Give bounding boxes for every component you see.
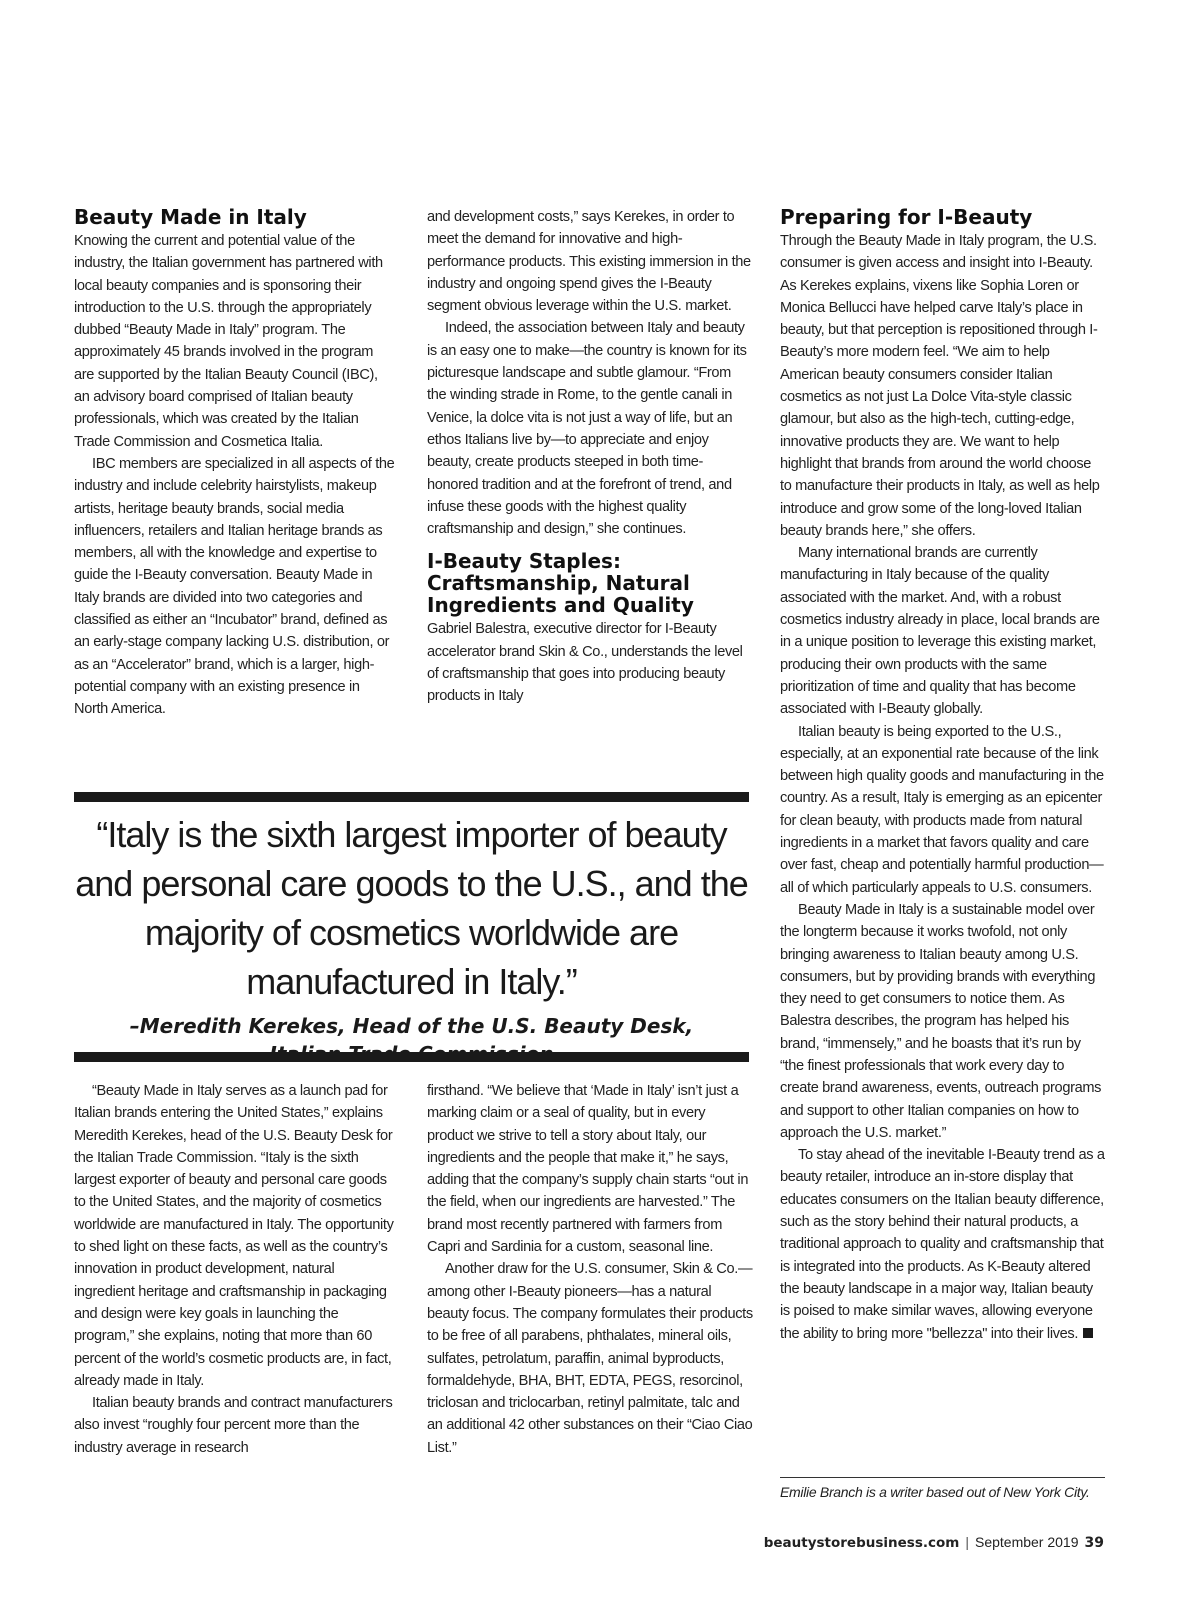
- section-heading: I-Beauty Staples: Craftsmanship, Natural Ingredients and Quality: [427, 549, 694, 618]
- paragraph-text: To stay ahead of the inevitable I-Beauty trend as a beauty retailer, introduce an in-store display that educates consumers on the Italian beauty difference, such as the story behind their natural products, a traditional approach to quality and craftsmanship that is integrated into the products. As K-Beauty altered the beauty landscape in a major way, Italian beauty is poised to make similar waves, allowing everyone the ability to bring more "bellezza" into their lives.: [780, 1147, 1105, 1342]
- paragraph: Italian beauty is being exported to the U.S., especially, at an exponential rate because of the link between high quality goods and manufacturing in the country. As a result, Italy is emerging as an epicenter for clean beauty, with products made from natural ingredients in a market that favors quality and care over fast, cheap and potentially harmful production—all of which particularly appeals to U.S. consumers.: [780, 723, 1104, 896]
- pullquote-bottom-rule: [74, 1052, 749, 1062]
- paragraph: Many international brands are currently manufacturing in Italy because of the quality associated with the market. And, with a robust cosmetics industry already in place, local brands are in a unique position to leverage this existing market, producing their own products with the same prioritization of time and quality that has become associated with I-Beauty globally.: [780, 545, 1100, 718]
- end-of-article-icon: [1083, 1328, 1093, 1338]
- paragraph: “Beauty Made in Italy serves as a launch pad for Italian brands entering the United States,” explains Meredith Kerekes, head of the U.S. Beauty Desk for the Italian Trade Commission. “Italy is the sixth largest exporter of beauty and personal care goods to the United States, and the majority of cosmetics worldwide are manufactured in Italy. The opportunity to shed light on these facts, as well as the country’s innovation in product development, natural ingredient heritage and craftsmanship in packaging and design were key goals in launching the program,” she explains, noting that more than 60 percent of the world’s cosmetic products are, in fact, already made in Italy.: [74, 1083, 394, 1389]
- column-2: [427, 206, 753, 708]
- paragraph: firsthand. “We believe that ‘Made in Italy’ isn’t just a marking claim or a seal of quality, but in every product we strive to tell a story about Italy, our ingredients and the people that make it,” he says, adding that the company’s supply chain starts “out in the field, when our ingredients are harvested.” The brand most recently partnered with farmers from Capri and Sardinia for a custom, seasonal line.: [427, 1083, 749, 1256]
- paragraph: Through the Beauty Made in Italy program, the U.S. consumer is given access and insight into I-Beauty. As Kerekes explains, vixens like Sophia Loren or Monica Bellucci have helped carve Italy’s place in beauty, but that perception is repositioned through I-Beauty’s more modern feel. “We aim to help American beauty consumers consider Italian cosmetics as not just La Dolce Vita-style classic glamour, but also as the high-tech, cutting-edge, innovative products they are. We want to help highlight that brands from around the world choose to manufacture their products in Italy, as well as help introduce and grow some of the long-loved Italian beauty brands here,” she offers.: [780, 233, 1100, 539]
- paragraph: Another draw for the U.S. consumer, Skin & Co.—among other I-Beauty pioneers—has a natural beauty focus. The company formulates their products to be free of all parabens, phthalates, mineral oils, sulfates, petrolatum, paraffin, animal byproducts, formaldehyde, BHA, BHT, EDTA, PEGS, resorcinol, triclosan and triclocarban, retinyl palmitate, talc and an additional 42 other substances on their “Ciao Ciao List.”: [427, 1261, 753, 1456]
- pullquote-text: “Italy is the sixth largest importer of beauty and personal care goods to the U.S., and the majority of cosmetics worldwide are manufactured in Italy.”: [75, 814, 748, 1002]
- page-footer: [764, 1534, 1104, 1551]
- attribution-line-1: –Meredith Kerekes, Head of the U.S. Beauty Desk,: [129, 1014, 694, 1038]
- paragraph: Knowing the current and potential value of the industry, the Italian government has partnered with local beauty companies and is sponsoring their introduction to the U.S. through the appropriately dubbed “Beauty Made in Italy” program. The approximately 45 brands involved in the program are supported by the Italian Beauty Council (IBC), an advisory board comprised of Italian beauty professionals, which was created by the Italian Trade Commission and Cosmetica Italia.: [74, 233, 383, 450]
- column-4: [74, 1080, 396, 1459]
- section-heading: Preparing for I-Beauty: [780, 205, 1033, 229]
- footer-separator: |: [965, 1534, 969, 1550]
- paragraph: Beauty Made in Italy is a sustainable model over the longterm because it works twofold, not only bringing awareness to Italian beauty among U.S. consumers, but by providing brands with everything they need to get consumers to notice them. As Balestra describes, the program has helped his brand, “immensely,” and he boasts that it’s run by “the finest professionals that work every day to create brand awareness, events, outreach programs and support to other Italian companies on how to approach the U.S. market.”: [780, 901, 1102, 1141]
- page-number: 39: [1084, 1535, 1104, 1551]
- footer-website-link[interactable]: beautystorebusiness.com: [763, 1535, 960, 1551]
- pullquote: [74, 810, 749, 1068]
- paragraph: and development costs,” says Kerekes, in order to meet the demand for innovative and high-performance products. This existing immersion in the industry and ongoing spend gives the I-Beauty segment obvious leverage within the U.S. market.: [427, 209, 751, 315]
- byline-divider: [780, 1477, 1105, 1478]
- footer-issue-date: September 2019: [974, 1534, 1079, 1550]
- column-1: [74, 206, 396, 721]
- paragraph: Italian beauty brands and contract manufacturers also invest “roughly four percent more than the industry average in research: [74, 1395, 393, 1456]
- author-byline: Emilie Branch is a writer based out of New York City.: [780, 1484, 1090, 1500]
- pullquote-top-rule: [74, 792, 749, 802]
- section-heading: Beauty Made in Italy: [74, 205, 307, 229]
- paragraph-last: [780, 1144, 1105, 1345]
- column-5: [427, 1080, 753, 1459]
- paragraph: Gabriel Balestra, executive director for I-Beauty accelerator brand Skin & Co., understands the level of craftsmanship that goes into producing beauty products in Italy: [427, 621, 743, 705]
- column-3: [780, 206, 1105, 1345]
- paragraph: IBC members are specialized in all aspects of the industry and include celebrity hairstylists, makeup artists, heritage beauty brands, social media influencers, retailers and Italian heritage brands as members, all with the knowledge and expertise to guide the I-Beauty conversation. Beauty Made in Italy brands are divided into two categories and classified as either an “Incubator” brand, defined as an early-stage company lacking U.S. distribution, or as an “Accelerator” brand, which is a larger, high-potential company with an existing presence in North America.: [74, 455, 395, 718]
- paragraph: Indeed, the association between Italy and beauty is an easy one to make—the country is known for its picturesque landscape and subtle glamour. “From the winding strade in Rome, to the gentle canali in Venice, la dolce vita is not just a way of life, but an ethos Italians live by—to appreciate and enjoy beauty, create products steeped in both time-honored tradition and at the forefront of trend, and infuse these goods with the highest quality craftsmanship and design,” she continues.: [427, 320, 747, 538]
